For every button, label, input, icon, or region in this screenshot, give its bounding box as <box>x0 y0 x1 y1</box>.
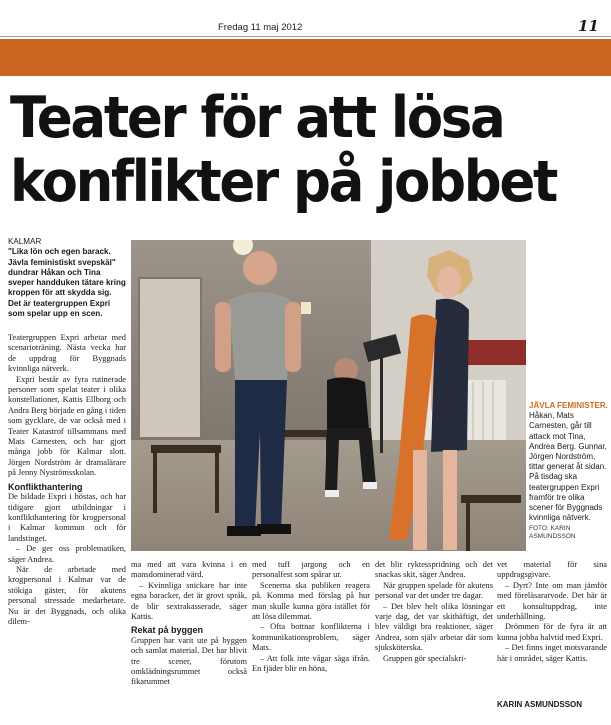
rehearsal-scene-image <box>131 240 526 551</box>
paragraph: De bildade Expri i höstas, och har tidigare gjort utbildningar i konflikthantering för krogpersonal i Kalmar kommun och för landstinget. <box>8 492 126 543</box>
paragraph: med tuff jargong och en personalfest som spårar ur. <box>252 560 370 580</box>
paragraph: Scenerna ska publiken reagera på. Komma med förslag på hur man skulle kunna göra istället för att lösa dilemmat. <box>252 580 370 622</box>
paragraph: det blir ryktesspridning och det snackas skit, säger Andrea. <box>375 560 493 580</box>
ingress <box>8 237 126 319</box>
ingress-quote: "Lika lön och egen barack. Jävla feministiskt svepskäl" dundrar Håkan och Tina sveper handduken tätare kring kroppen för att skydda sig. <box>8 247 126 298</box>
body-column-1 <box>8 333 126 627</box>
paragraph: Expri består av fyra rutinerade personer som spelat teater i olika konstellationer, Kattis Ellborg och Andra Berg började en gång i tiden som gycklare, de var också med i Teater Katastrof tillsammans med Mats Carnesten, och har gjort många jobb för Kalmar slott. Jörgen Nordström är dramalärare på Jenny Nyströmsskolan. <box>8 374 126 478</box>
dateline-kicker: KALMAR <box>8 237 42 246</box>
ingress-summary: Det är teatergruppen Expri som spelar upp en scen. <box>8 298 111 319</box>
byline-signature: KARIN ASMUNDSSON <box>497 700 583 709</box>
headline <box>10 86 561 214</box>
issue-date: Fredag 11 maj 2012 <box>218 22 303 33</box>
headline-line-1: Teater för att lösa <box>10 85 504 151</box>
paragraph: – De ger oss problematiken, säger Andrea. <box>8 544 126 564</box>
caption-text: Håkan, Mats Carnesten, går till attack mot Tina, Andrea Berg. Gunnar, Jörgen Nordström, tittar generat åt sidan. På tisdag ska teatergruppen Expri framför tre olika scener för Byggnads kvinnliga nätverk. <box>529 411 607 523</box>
subheading: Konflikthantering <box>8 481 83 492</box>
paragraph: När de arbetade med krogpersonal i Kalmar var de stökiga gäster, för akutens personal stressade medarbetare. Nu är det Byggnads, och olika dilem- <box>8 564 126 626</box>
article-photo <box>131 240 526 551</box>
subheading: Rekat på byggen <box>131 625 204 636</box>
paragraph: Gruppen gör specialskri- <box>383 653 467 663</box>
caption-lead: JÄVLA FEMINISTER. <box>529 401 608 410</box>
body-column-2 <box>131 560 247 688</box>
paragraph: vet material för sina uppdragsgivare. <box>497 560 607 580</box>
paragraph: – Att folk inte vågar säga ifrån. En fjäder blir en höna, <box>252 653 370 674</box>
headline-line-2: konflikter på jobbet <box>10 149 556 215</box>
paragraph: När gruppen spelade för akutens personal var det under tre dagar. <box>375 580 493 601</box>
paragraph: Drömmen för de fyra är att kunna jobba halvtid med Expri. <box>497 622 607 642</box>
paragraph: ma med att vara kvinna i en mansdominerad värd. <box>131 560 247 580</box>
header-rule <box>0 36 611 37</box>
paragraph: – Kvinnliga snickare har inte egna baracker, det är grovt språk, de blir sextrakasserade, säger Kattis. <box>131 580 247 622</box>
body-column-4 <box>375 560 493 664</box>
photo-credit: FOTO: KARIN ASMUNDSSON <box>529 525 576 541</box>
paragraph: Gruppen har varit ute på byggen och samlat material. Det har blivit tre scener, förutom omklädningsrummet också fikarummet <box>131 635 247 687</box>
photo-caption <box>529 401 609 541</box>
paragraph: – Det finns inget motsvarande här i området, säger Kattis. <box>497 643 607 663</box>
section-color-band <box>0 39 611 76</box>
body-column-5 <box>497 560 607 664</box>
paragraph: – Ofta bottnar konflikterna i kommunikationsproblem, säger Mats. <box>252 622 370 653</box>
paragraph: Teatergruppen Expri arbetar med scenarioträning. Nästa vecka har de uppdrag för Byggnads kvinnliga nätverk. <box>8 333 126 374</box>
body-column-3 <box>252 560 370 674</box>
page-number: 11 <box>578 17 599 35</box>
paragraph: – Det blev helt olika lösningar varje dag, det var skithäftigt, det blev väldigt bra reaktioner, säger Andrea, som själv arbetar där som sjuksköterska. <box>375 601 493 653</box>
paragraph: – Dyrt? Inte om man jämför med föreläsararvode. Det här är ett konsultuppdrag, inte underhållning. <box>497 580 607 622</box>
